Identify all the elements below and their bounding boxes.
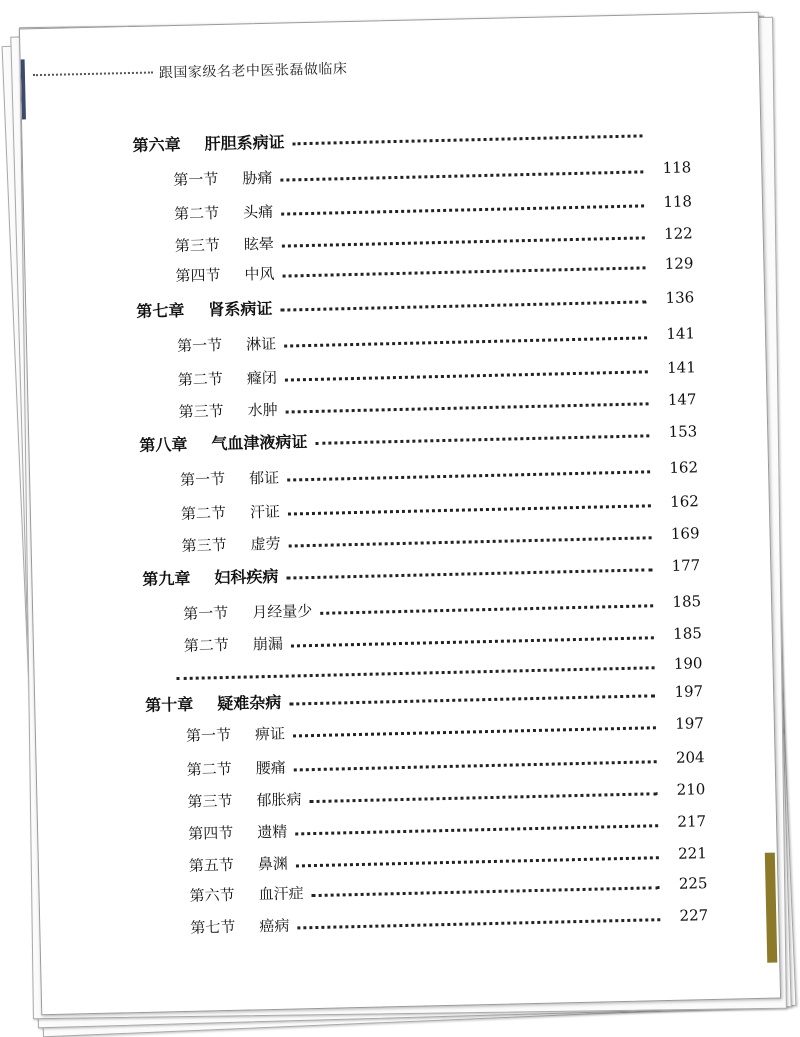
toc-chapter-row [132, 118, 690, 157]
dot-leader [297, 918, 660, 929]
toc-entry-title: 血汗症 [258, 883, 304, 903]
toc-entry-label: 第二节 [186, 759, 232, 779]
toc-page-number: 190 [673, 654, 703, 673]
toc-chapter-row [142, 552, 700, 591]
toc-entry-title: 郁胀病 [256, 789, 302, 809]
toc-entry-title: 肝胆系病证 [204, 132, 285, 153]
dot-leader [293, 726, 656, 737]
toc-entry-label: 第十章 [145, 694, 194, 715]
toc-section-row [180, 454, 698, 492]
toc-entry-title: 虚劳 [250, 534, 281, 553]
toc-chapter-row [136, 284, 694, 323]
toc-page-number: 177 [671, 556, 701, 575]
toc-section-row [190, 902, 708, 940]
dot-leader [177, 666, 655, 680]
toc-entry-label: 第一节 [173, 169, 219, 189]
toc-entry-label: 第七章 [136, 300, 185, 321]
toc-section-row [187, 776, 705, 814]
toc-page-number: 225 [678, 874, 708, 893]
toc-entry-title: 头痛 [242, 202, 274, 221]
toc-page-number: 169 [670, 524, 700, 543]
toc-entry-label: 第三节 [174, 235, 221, 255]
dot-leader [289, 694, 655, 705]
dot-leader [320, 604, 653, 615]
toc-page-number: 221 [677, 844, 707, 863]
toc-spacer [145, 675, 169, 676]
toc-section-row [178, 354, 696, 392]
toc-spacer [225, 477, 249, 478]
toc-entry-title: 淋证 [245, 334, 277, 353]
toc-page-number: 185 [672, 592, 702, 611]
toc-entry-title: 胁痛 [242, 168, 273, 187]
toc-spacer [190, 576, 214, 577]
toc-entry-title: 郁证 [248, 468, 280, 487]
toc-entry-title: 气血津液病证 [211, 431, 308, 453]
toc-page-number: 118 [663, 192, 693, 211]
toc-entry-label: 第二节 [173, 203, 220, 223]
toc-spacer [184, 308, 208, 309]
toc-entry-label: 第四节 [175, 265, 221, 285]
toc-spacer [193, 702, 217, 703]
toc-spacer [218, 177, 242, 178]
toc-entry-label: 第二节 [180, 503, 227, 523]
dot-leader [296, 856, 659, 867]
toc-entry-title: 肾系病证 [208, 298, 273, 319]
toc-entry-label: 第七节 [190, 917, 236, 937]
toc-entry-title: 水肿 [247, 400, 278, 419]
toc-spacer [223, 377, 247, 378]
dot-leader [282, 236, 645, 247]
toc-entry-label: 第二节 [177, 369, 224, 389]
dot-leader [286, 568, 652, 579]
dot-leader [280, 300, 646, 311]
toc-section-row [173, 154, 691, 192]
toc-section-row [181, 488, 699, 526]
toc-page-number: 204 [675, 748, 705, 767]
toc-entry-label: 第三节 [178, 401, 224, 421]
toc-page-number: 217 [677, 812, 707, 831]
book-title: 跟国家级名老中医张磊做临床 [158, 61, 348, 82]
toc-page-number: 185 [672, 624, 702, 643]
toc-page-number: 197 [674, 714, 705, 733]
toc-entry-label: 第三节 [187, 791, 233, 811]
table-of-contents [20, 13, 780, 1014]
dot-leader [285, 370, 648, 381]
toc-section-row [174, 188, 692, 226]
toc-section-row [186, 710, 704, 748]
dot-leader [309, 792, 657, 803]
toc-section-row [177, 320, 695, 358]
toc-spacer [235, 893, 259, 894]
toc-entry-title: 癌病 [259, 916, 290, 935]
toc-entry-label: 第五节 [188, 855, 235, 875]
toc-entry-label: 第一节 [185, 725, 232, 745]
dot-leader [294, 760, 657, 771]
toc-spacer [224, 409, 248, 410]
toc-spacer [228, 611, 252, 612]
toc-page-number: 227 [679, 906, 709, 925]
toc-entry-label: 第八章 [139, 434, 188, 455]
toc-spacer [235, 925, 259, 926]
toc-page-number: 136 [665, 288, 695, 307]
toc-entry-title: 妇科疾病 [214, 566, 279, 587]
dot-leader [287, 470, 650, 481]
toc-spacer [234, 863, 258, 864]
dot-leader [293, 134, 643, 145]
toc-spacer [221, 273, 245, 274]
toc-page [19, 12, 781, 1016]
toc-page-number: 122 [663, 224, 693, 243]
toc-page-number: 141 [666, 324, 696, 343]
toc-spacer [181, 142, 205, 143]
toc-entry-label: 第一节 [179, 469, 226, 489]
toc-spacer [226, 511, 250, 512]
toc-spacer [231, 733, 255, 734]
dot-leader [286, 402, 649, 413]
toc-entry-label: 第三节 [181, 535, 227, 555]
toc-entry-label: 第六章 [132, 134, 181, 155]
dot-leader [291, 636, 654, 647]
toc-spacer [232, 767, 256, 768]
toc-spacer [232, 799, 256, 800]
toc-chapter-row [139, 418, 697, 457]
toc-page-number: 210 [676, 780, 706, 799]
dot-leader [280, 170, 643, 181]
dot-leader [288, 504, 651, 515]
toc-spacer [233, 831, 257, 832]
dot-leader [315, 434, 649, 445]
toc-entry-label: 第一节 [183, 603, 229, 623]
toc-entry-title: 癃闭 [246, 368, 278, 387]
toc-spacer [229, 643, 253, 644]
dot-leader [283, 266, 646, 277]
toc-section-row [178, 386, 696, 424]
toc-entry-title: 眩晕 [243, 234, 275, 253]
toc-entry-title: 鼻渊 [257, 854, 289, 873]
toc-entry-title: 痹证 [254, 724, 286, 743]
toc-entry-label: 第一节 [176, 335, 223, 355]
toc-entry-title: 遗精 [256, 822, 288, 841]
dot-leader [289, 536, 652, 547]
toc-entry-label: 第四节 [187, 823, 234, 843]
dot-leader [284, 336, 647, 347]
toc-spacer [222, 343, 246, 344]
toc-entry-label: 第九章 [142, 568, 191, 589]
toc-spacer [220, 243, 244, 244]
toc-page-number: 129 [664, 254, 694, 273]
dot-leader [312, 886, 660, 897]
toc-spacer [219, 211, 243, 212]
toc-page-number [650, 131, 690, 132]
toc-page-number: 153 [668, 422, 698, 441]
toc-entry-label: 第二节 [183, 635, 230, 655]
toc-spacer [187, 442, 211, 443]
toc-page-number: 197 [674, 682, 704, 701]
toc-spacer [227, 543, 251, 544]
toc-section-row [186, 744, 704, 782]
toc-entry-title: 崩漏 [252, 634, 284, 653]
toc-entry-title: 月经量少 [252, 601, 313, 621]
toc-section-row [183, 588, 701, 626]
toc-section-row [181, 520, 699, 558]
toc-entry-title: 疑难杂病 [217, 692, 282, 713]
dot-leader [281, 204, 644, 215]
toc-entry-label: 第六节 [189, 885, 235, 905]
toc-page-number: 147 [667, 390, 697, 409]
toc-entry-title: 中风 [244, 264, 275, 283]
toc-page-number: 162 [669, 492, 700, 511]
toc-page-number: 141 [666, 358, 696, 377]
dot-leader [295, 824, 658, 835]
toc-page-number: 118 [662, 158, 692, 177]
toc-page-number: 162 [669, 458, 699, 477]
toc-entry-title: 腰痛 [255, 758, 286, 777]
toc-section-row [188, 808, 706, 846]
toc-entry-title: 汗证 [249, 502, 281, 521]
